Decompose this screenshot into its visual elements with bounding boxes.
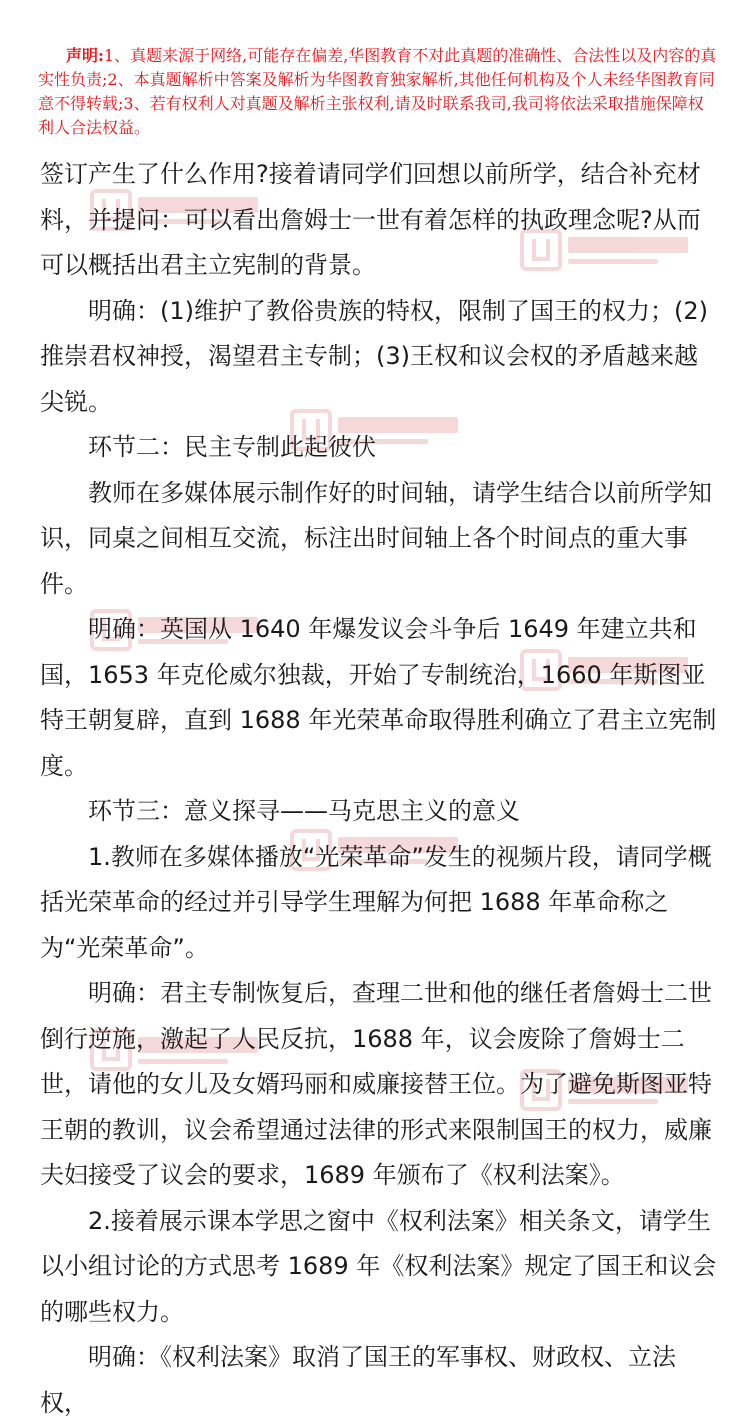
paragraph: 签订产生了什么作用?接着请同学们回想以前所学，结合补充材料，并提问：可以看出詹姆士一世有着怎样的执政理念呢?从而可以概括出君主立宪制的背景。	[40, 160, 701, 279]
disclaimer-label: 声明:	[66, 46, 104, 65]
paragraph: 1.教师在多媒体播放“光荣革命”发生的视频片段，请同学概括光荣革命的经过并引导学生理解为何把 1688 年革命称之为“光荣革命”。	[40, 842, 712, 962]
paragraph: 明确：君主专制恢复后，查理二世和他的继任者詹姆士二世倒行逆施，激起了人民反抗，1688 年，议会废除了詹姆士二世，请他的女儿及女婿玛丽和威廉接替王位。为了避免斯图亚特王朝的教训，议会希望通过法律的形式来限制国王的权力，威廉夫妇接受了议会的要求，1689 年颁布了《权利法案》。	[40, 979, 712, 1189]
disclaimer-text: 1、真题来源于网络,可能存在偏差,华图教育不对此真题的准确性、合法性以及内容的真实性负责;2、本真题解析中答案及解析为华图教育独家解析,其他任何机构及个人未经华图教育同意不得转载;3、若有权利人对真题及解析主张权利,请及时联系我司,我司将依法采取措施保障权利人合法权益。	[38, 46, 717, 137]
paragraph: 2.接着展示课本学思之窗中《权利法案》相关条文，请学生以小组讨论的方式思考 1689 年《权利法案》规定了国王和议会的哪些权力。	[40, 1206, 717, 1326]
paragraph: 明确：《权利法案》取消了国王的军事权、财政权、立法权，	[40, 1343, 676, 1417]
document-body	[40, 152, 718, 1426]
paragraph: 明确：英国从 1640 年爆发议会斗争后 1649 年建立共和国，1653 年克伦威尔独裁，开始了专制统治，1660 年斯图亚特王朝复辟，直到 1688 年光荣革命取得胜利确立了君主立宪制度。	[40, 615, 717, 780]
paragraph: 教师在多媒体展示制作好的时间轴，请学生结合以前所学知识，同桌之间相互交流，标注出时间轴上各个时间点的重大事件。	[40, 478, 712, 598]
paragraph: 明确：(1)维护了教俗贵族的特权，限制了国王的权力；(2)推崇君权神授，渴望君主专制；(3)王权和议会权的矛盾越来越尖锐。	[40, 296, 708, 416]
section-heading: 环节二：民主专制此起彼伏	[88, 433, 376, 461]
section-heading: 环节三：意义探寻——马克思主义的意义	[88, 797, 520, 825]
disclaimer-notice	[38, 44, 718, 140]
